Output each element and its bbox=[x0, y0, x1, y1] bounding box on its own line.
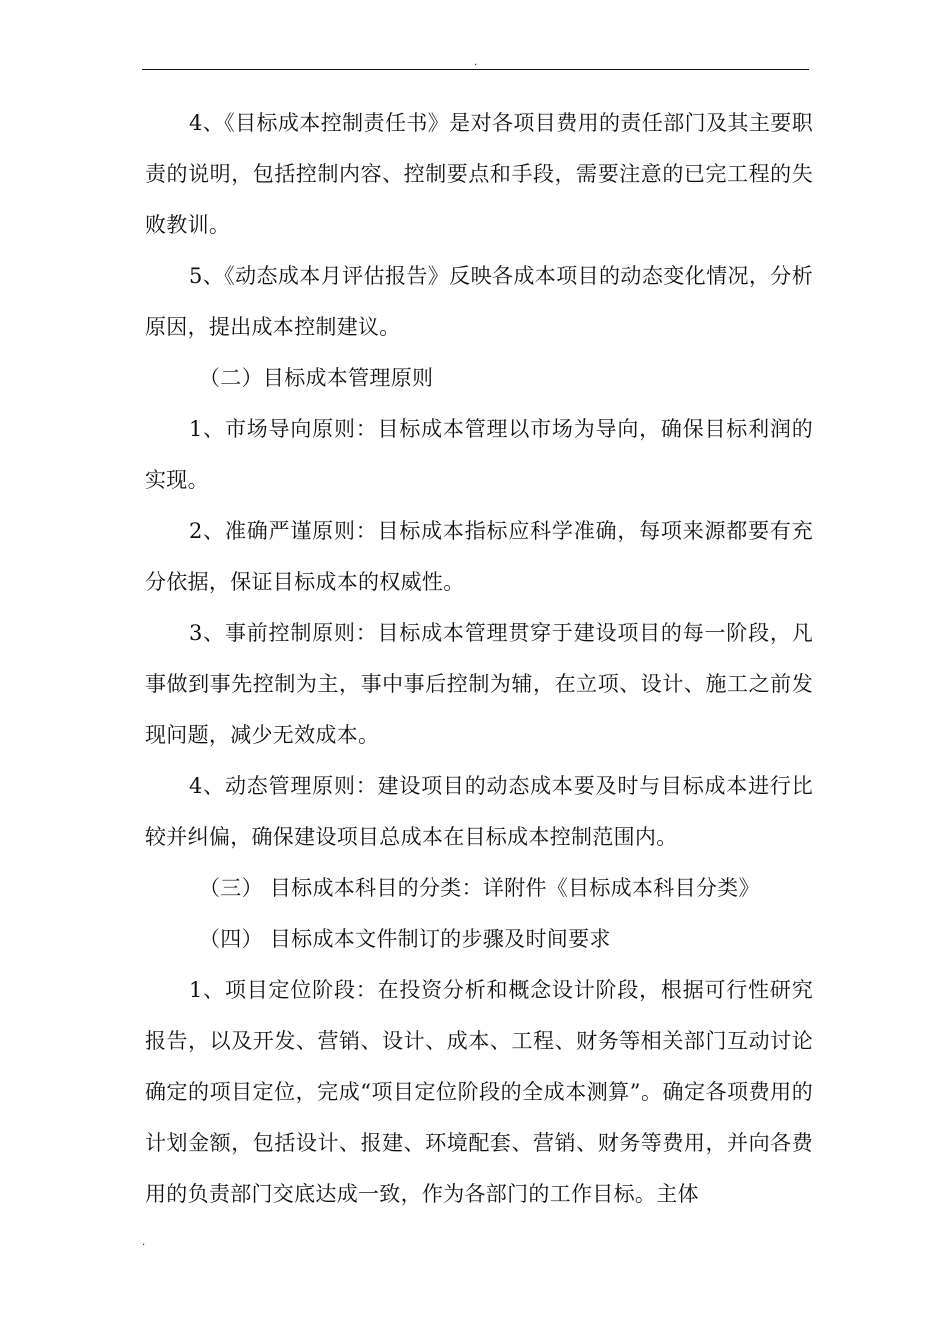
header-rule bbox=[142, 69, 809, 70]
paragraph-prior-control: 3、事前控制原则：目标成本管理贯穿于建设项目的每一阶段，凡事做到事先控制为主，事中事后控制为辅，在立项、设计、施工之前发现问题，减少无效成本。 bbox=[145, 621, 813, 747]
section-heading-steps: （四） 目标成本文件制订的步骤及时间要求 bbox=[199, 927, 611, 951]
header-mark: . bbox=[474, 57, 478, 68]
footer-mark: . bbox=[142, 1237, 146, 1248]
paragraph-responsibility-book: 4、《目标成本控制责任书》是对各项目费用的责任部门及其主要职责的说明，包括控制内容、控制要点和手段，需要注意的已完工程的失败教训。 bbox=[145, 111, 813, 237]
paragraph-monthly-report: 5、《动态成本月评估报告》反映各成本项目的动态变化情况，分析原因，提出成本控制建议。 bbox=[145, 264, 813, 339]
section-heading-classification: （三） 目标成本科目的分类：详附件《目标成本科目分类》 bbox=[199, 876, 760, 900]
paragraph-accuracy: 2、准确严谨原则：目标成本指标应科学准确，每项来源都要有充分依据，保证目标成本的权威性。 bbox=[145, 519, 813, 594]
paragraph-positioning-stage: 1、项目定位阶段：在投资分析和概念设计阶段，根据可行性研究报告，以及开发、营销、设计、成本、工程、财务等相关部门互动讨论确定的项目定位，完成“项目定位阶段的全成本测算”。确定各项费用的计划金额，包括设计、报建、环境配套、营销、财务等费用，并向各费用的负责部门交底达成一致，作为各部门的工作目标。主体 bbox=[145, 978, 813, 1206]
paragraph-market-orientation: 1、市场导向原则：目标成本管理以市场为导向，确保目标利润的实现。 bbox=[145, 417, 813, 492]
document-body bbox=[145, 98, 813, 1220]
section-heading-principles: （二）目标成本管理原则 bbox=[199, 366, 434, 390]
paragraph-dynamic-management: 4、动态管理原则：建设项目的动态成本要及时与目标成本进行比较并纠偏，确保建设项目总成本在目标成本控制范围内。 bbox=[145, 774, 813, 849]
